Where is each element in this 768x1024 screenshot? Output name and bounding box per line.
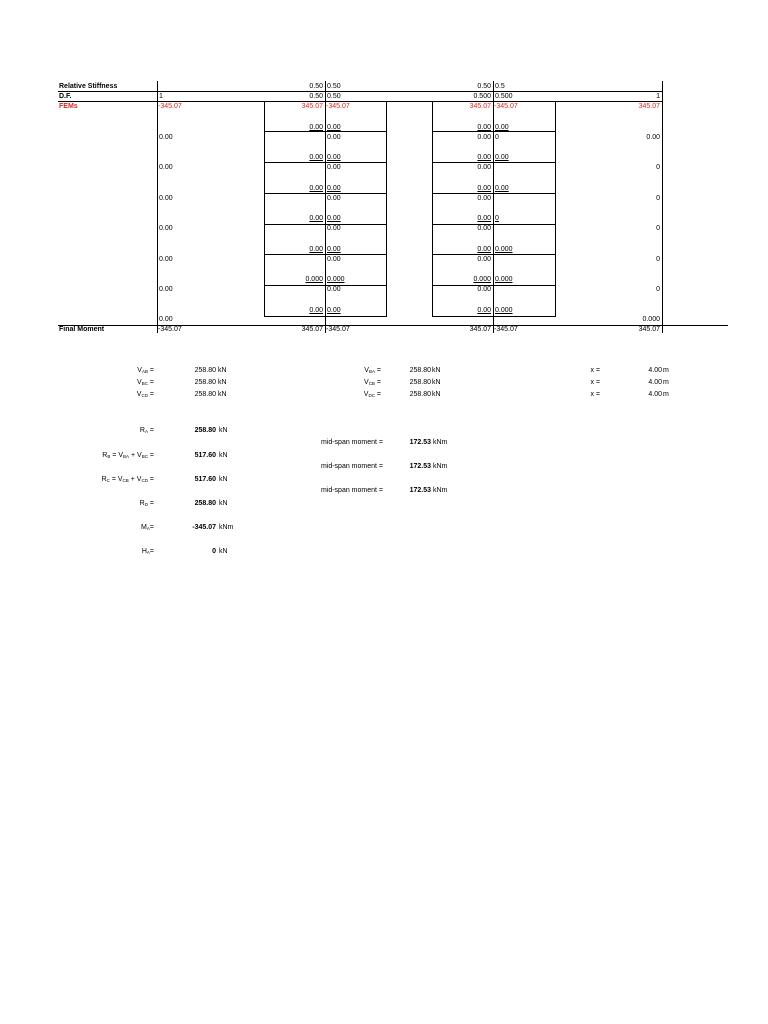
midspan-unit: kNm	[433, 463, 448, 470]
reaction-unit: kN	[219, 452, 228, 459]
joint-b-box	[264, 285, 387, 317]
balance-b-right: 0.00	[327, 256, 341, 263]
reaction-unit: kN	[219, 548, 228, 555]
x-value: 4.00	[648, 367, 662, 374]
midspan-label: mid-span moment =	[320, 487, 383, 494]
shear-label: $V_{CB}$ =	[364, 379, 381, 386]
midspan-value: 172.53	[409, 463, 431, 470]
shear-value: 258.80	[194, 391, 216, 398]
midspan-unit: kNm	[433, 439, 448, 446]
reaction-value: 258.80	[194, 500, 216, 507]
fems-label: FEMs	[59, 103, 78, 110]
rs-c-left: 0.50	[477, 83, 491, 90]
fem-d: 345.07	[638, 103, 660, 110]
carry-over-c-left: 0.00	[477, 185, 491, 192]
final-moment-d: 345.07	[638, 326, 660, 333]
carry-over-b-right: 0.00	[327, 185, 341, 192]
balance-d: 0	[656, 164, 660, 171]
joint-b-box	[264, 162, 387, 194]
reaction-value: -345.07	[192, 524, 216, 531]
x-unit: m	[663, 379, 669, 386]
carry-over-b-left: 0.00	[309, 215, 323, 222]
balance-c-left: 0.00	[477, 256, 491, 263]
balance-a: 0.00	[159, 134, 173, 141]
x-label: x =	[590, 367, 600, 374]
joint-c-box	[432, 193, 556, 225]
rs-c-right: 0.5	[495, 83, 505, 90]
shear-label: $V_{CD}$ =	[136, 391, 154, 398]
carry-over-b-right: 0.000	[327, 276, 345, 283]
shear-label: $V_{BC}$ =	[137, 379, 154, 386]
final-moment-a: -345.07	[158, 326, 182, 333]
joint-b-box	[264, 131, 387, 163]
reaction-label: $M_A=$	[141, 524, 154, 531]
shear-value: 258.80	[409, 379, 431, 386]
x-unit: m	[663, 367, 669, 374]
balance-a: 0.00	[159, 256, 173, 263]
midspan-label: mid-span moment =	[320, 439, 383, 446]
df-a: 1	[159, 93, 163, 100]
carry-over-c-right: 0.000	[495, 246, 513, 253]
shear-label: $V_{DC}$ =	[363, 391, 381, 398]
reaction-unit: kN	[219, 427, 228, 434]
carry-over-b-right: 0.00	[327, 307, 341, 314]
balance-d: 0.00	[646, 134, 660, 141]
reaction-value: 258.80	[194, 427, 216, 434]
joint-c-box	[432, 131, 556, 163]
reaction-value: 0	[212, 548, 216, 555]
carry-over-b-left: 0.00	[309, 185, 323, 192]
balance-d: 0	[656, 256, 660, 263]
balance-a: 0.00	[159, 286, 173, 293]
carry-over-b-right: 0.00	[327, 215, 341, 222]
shear-unit: kN	[218, 379, 227, 386]
carry-over-c-right: 0.00	[495, 185, 509, 192]
grid-line	[157, 81, 158, 333]
df-c-right: 0.500	[495, 93, 513, 100]
shear-unit: kN	[432, 379, 441, 386]
carry-over-c-left: 0.00	[477, 124, 491, 131]
balance-a: 0.00	[159, 195, 173, 202]
reaction-value: 517.60	[194, 476, 216, 483]
x-label: x =	[590, 391, 600, 398]
joint-b-box	[264, 254, 387, 286]
balance-c-left: 0.00	[477, 225, 491, 232]
rs-b-right: 0.50	[327, 83, 341, 90]
balance-d: 0	[656, 286, 660, 293]
carry-over-b-left: 0.00	[309, 124, 323, 131]
carry-over-c-left: 0.00	[477, 246, 491, 253]
carry-over-c-right: 0.000	[495, 276, 513, 283]
x-value: 4.00	[648, 391, 662, 398]
grid-line	[58, 91, 663, 92]
midspan-value: 172.53	[409, 439, 431, 446]
df-label: D.F.	[59, 93, 72, 100]
df-c-left: 0.500	[473, 93, 491, 100]
shear-value: 258.80	[409, 367, 431, 374]
shear-unit: kN	[218, 367, 227, 374]
balance-a: 0.00	[159, 225, 173, 232]
shear-value: 258.80	[409, 391, 431, 398]
final-moment-b-right: -345.07	[326, 326, 350, 333]
reaction-value: 517.60	[194, 452, 216, 459]
balance-c-left: 0.00	[477, 286, 491, 293]
shear-unit: kN	[432, 367, 441, 374]
reaction-unit: kN	[219, 476, 228, 483]
joint-c-box	[432, 254, 556, 286]
balance-c-left: 0.00	[477, 164, 491, 171]
fem-c-right: -345.07	[494, 103, 518, 110]
balance-b-right: 0.00	[327, 195, 341, 202]
carry-over-b-right: 0.00	[327, 246, 341, 253]
balance-a: 0.00	[159, 316, 173, 323]
fem-c-left: 345.07	[469, 103, 491, 110]
midspan-unit: kNm	[433, 487, 448, 494]
carry-over-c-left: 0.000	[473, 276, 491, 283]
carry-over-b-left: 0.00	[309, 307, 323, 314]
midspan-label: mid-span moment =	[320, 463, 383, 470]
balance-d: 0	[656, 195, 660, 202]
balance-c-right: 0	[495, 134, 499, 141]
rs-b-left: 0.50	[309, 83, 323, 90]
carry-over-c-right: 0.00	[495, 124, 509, 131]
joint-b-box	[264, 193, 387, 225]
fem-b-left: 345.07	[301, 103, 323, 110]
balance-a: 0.00	[159, 164, 173, 171]
joint-c-box	[432, 224, 556, 255]
balance-b-right: 0.00	[327, 164, 341, 171]
carry-over-b-right: 0.00	[327, 124, 341, 131]
shear-label: $V_{BA}$ =	[364, 367, 381, 374]
balance-b-right: 0.00	[327, 286, 341, 293]
joint-c-box	[432, 162, 556, 194]
reaction-label: $R_B = V_{BA} + V_{BC}$ =	[102, 452, 154, 459]
fem-a: -345.07	[158, 103, 182, 110]
grid-line	[662, 81, 663, 333]
balance-b-right: 0.00	[327, 134, 341, 141]
joint-b-box	[264, 224, 387, 255]
reaction-unit: kNm	[219, 524, 234, 531]
df-b-left: 0.50	[309, 93, 323, 100]
final-moment-b-left: 345.07	[301, 326, 323, 333]
carry-over-c-right: 0.000	[495, 307, 513, 314]
final-moment-c-right: -345.07	[494, 326, 518, 333]
shear-unit: kN	[218, 391, 227, 398]
carry-over-c-left: 0.00	[477, 154, 491, 161]
x-value: 4.00	[648, 379, 662, 386]
carry-over-b-right: 0.00	[327, 154, 341, 161]
relative-stiffness-label: Relative Stiffness	[59, 83, 118, 90]
fem-b-right: -345.07	[326, 103, 350, 110]
carry-over-c-left: 0.00	[477, 307, 491, 314]
balance-b-right: 0.00	[327, 225, 341, 232]
df-d: 1	[656, 93, 660, 100]
df-b-right: 0.50	[327, 93, 341, 100]
shear-label: $V_{AB}$ =	[137, 367, 154, 374]
x-unit: m	[663, 391, 669, 398]
balance-c-left: 0.00	[477, 134, 491, 141]
balance-c-left: 0.00	[477, 195, 491, 202]
carry-over-c-right: 0.00	[495, 154, 509, 161]
balance-d: 0.000	[642, 316, 660, 323]
final-moment-label: Final Moment	[59, 326, 105, 333]
carry-over-b-left: 0.00	[309, 246, 323, 253]
reaction-label: $R_C = V_{CB} + V_{CD}$ =	[101, 476, 154, 483]
carry-over-c-right: 0	[495, 215, 499, 222]
shear-value: 258.80	[194, 379, 216, 386]
midspan-value: 172.53	[409, 487, 431, 494]
reaction-unit: kN	[219, 500, 228, 507]
joint-c-box	[432, 285, 556, 317]
reaction-label: $H_A=$	[141, 548, 154, 555]
carry-over-b-left: 0.000	[305, 276, 323, 283]
carry-over-b-left: 0.00	[309, 154, 323, 161]
x-label: x =	[590, 379, 600, 386]
final-moment-c-left: 345.07	[469, 326, 491, 333]
carry-over-c-left: 0.00	[477, 215, 491, 222]
reaction-label: $R_D$ =	[139, 500, 154, 507]
shear-unit: kN	[432, 391, 441, 398]
reaction-label: $R_A$ =	[139, 427, 154, 434]
balance-d: 0	[656, 225, 660, 232]
shear-value: 258.80	[194, 367, 216, 374]
